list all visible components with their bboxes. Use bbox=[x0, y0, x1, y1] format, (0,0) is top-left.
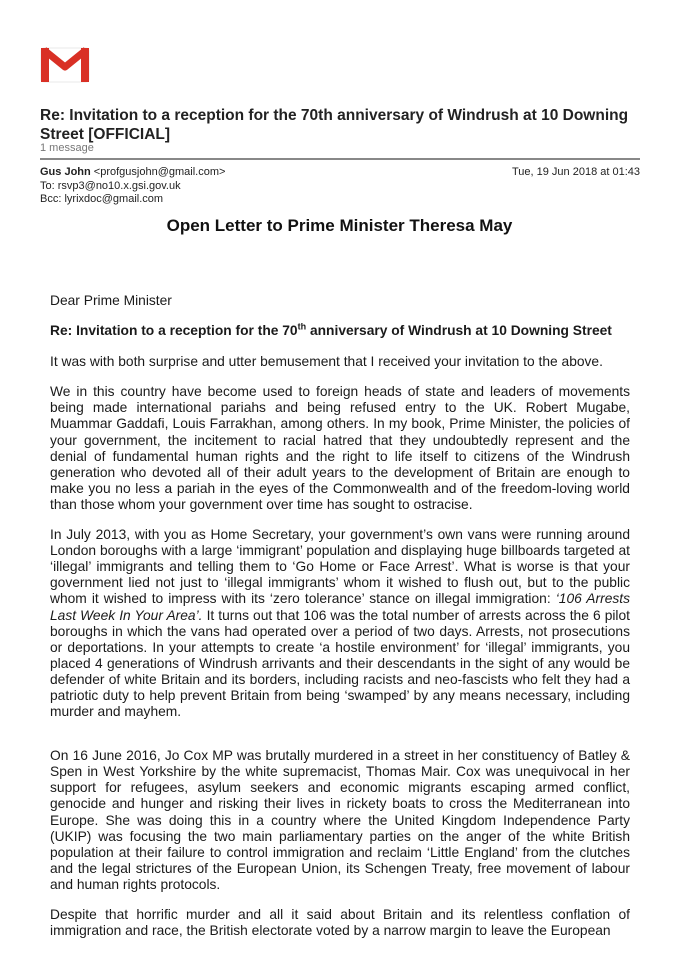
paragraph-2: We in this country have become used to foreign heads of state and leaders of movements being made international pariahs and being refused entry to the UK. Robert Mugabe, Muammar Gaddafi, Louis Farrakhan, among others. In my book, Prime Minister, the policies of your government, the incitement to racial hatred that they undoubtedly represent and the denial of fundamental human rights and the right to life itself to citizens of the Windrush generation who devoted all of their adult years to the development of Britain are enough to make you no less a pariah in the eyes of the Commonwealth and of the freedom-loving world than those whom your government over time has sought to ostracise. bbox=[50, 384, 630, 512]
paragraph-5: Despite that horrific murder and all it said about Britain and its relentless conflation of immigration and race, the British electorate voted by a narrow margin to leave the European bbox=[50, 907, 630, 939]
gmail-logo-icon bbox=[40, 46, 90, 84]
paragraph-4: On 16 June 2016, Jo Cox MP was brutally murdered in a street in her constituency of Batley & Spen in West Yorkshire by the white supremacist, Thomas Mair. Cox was unequivocal in her support for refugees, asylum seekers and economic migrants escaping armed conflict, genocide and hunger and risking their lives in rickety boats to cross the Mediterranean into Europe. She was doing this in a country where the United Kingdom Independence Party (UKIP) was focusing the two main parliamentary parties on the anger of the white British population at their failure to control immigration and reclaim ‘Little England’ from the clutches and the legal strictures of the European Union, its Schengen Treaty, free movement of labour and human rights protocols. bbox=[50, 748, 630, 892]
recipient-bcc: Bcc: lyrixdoc@gmail.com bbox=[40, 193, 164, 205]
sender bbox=[40, 166, 225, 179]
salutation: Dear Prime Minister bbox=[50, 293, 172, 308]
paragraph-3: In July 2013, with you as Home Secretary, your government’s own vans were running around London boroughs with a large ‘immigrant’ population and displaying huge billboards targeted at ‘illegal’ immigrants and telling them to ‘Go Home or Face Arrest’. What is worse is that your government lied not just to ‘illegal immigrants’ whom it wished to flush out, but to the public whom it wished to impress with its ‘zero tolerance’ stance on illegal immigration: ‘106 Arrests Last Week In Your Area’. It turns out that 106 was the total number of arrests across the 6 pilot boroughs in which the vans had operated over a period of two days. Arrests, not prosecutions or deportations. In your attempts to create ‘a hostile environment’ for ‘illegal’ immigrants, you placed 4 generations of Windrush arrivants and their descendants in the sight of any would be defender of white Britain and its borders, including racists and neo-fascists who felt they had a patriotic duty to help prevent Britain from being ‘swamped’ by any means necessary, including murder and mayhem. bbox=[50, 527, 631, 720]
email-subject: Re: Invitation to a reception for the 70th anniversary of Windrush at 10 Downing Street [OFFICIAL] bbox=[40, 107, 629, 143]
sender-address[interactable]: <profgusjohn@gmail.com> bbox=[93, 166, 226, 178]
letter-title: Open Letter to Prime Minister Theresa May bbox=[166, 216, 513, 235]
arrests-quote: ‘106 Arrests Last Week In Your Area’. bbox=[50, 591, 630, 623]
sent-date: Tue, 19 Jun 2018 at 01:43 bbox=[511, 166, 640, 178]
letter-body bbox=[50, 293, 630, 939]
message-count: 1 message bbox=[40, 142, 94, 154]
to-address[interactable]: rsvp3@no10.x.gsi.gov.uk bbox=[57, 180, 181, 192]
header-divider bbox=[40, 158, 640, 160]
bcc-address[interactable]: lyrixdoc@gmail.com bbox=[64, 193, 164, 205]
recipient-to: To: rsvp3@no10.x.gsi.gov.uk bbox=[40, 180, 181, 192]
re-line: Re: Invitation to a reception for the 70th anniversary of Windrush at 10 Downing Street bbox=[50, 321, 612, 339]
sender-name: Gus John bbox=[40, 166, 91, 178]
paragraph-1: It was with both surprise and utter bemusement that I received your invitation to the above. bbox=[50, 354, 603, 370]
